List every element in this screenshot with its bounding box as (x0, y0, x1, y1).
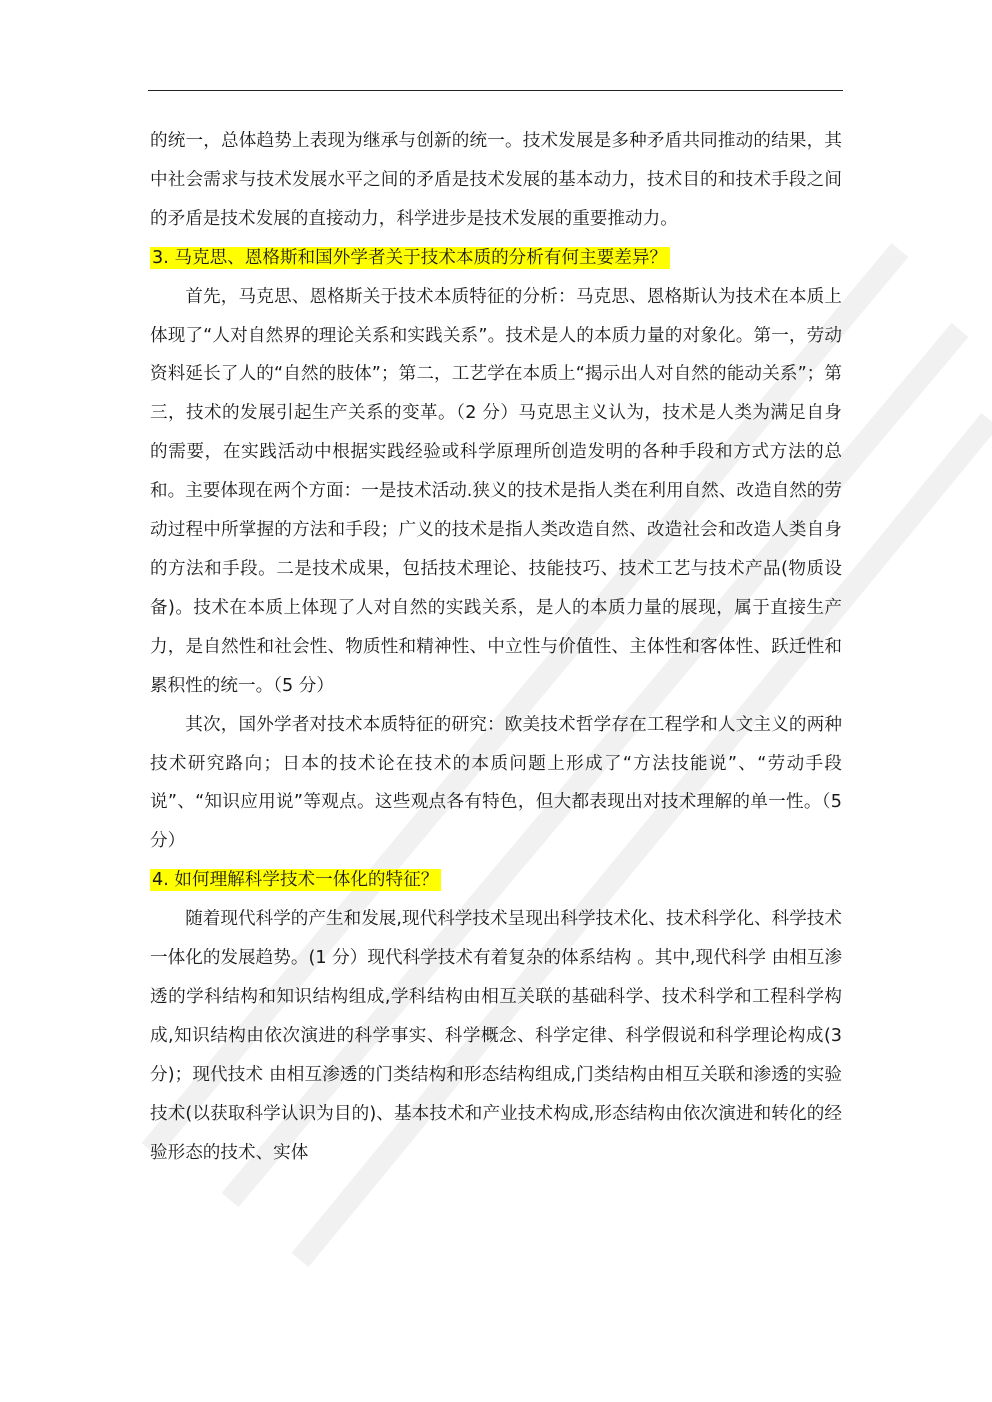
paragraph-3a: 首先，马克思、恩格斯关于技术本质特征的分析：马克思、恩格斯认为技术在本质上体现了“人对自然界的理论关系和实践关系”。技术是人的本质力量的对象化。第一，劳动资料延长了人的“自然的肢体”；第二，工艺学在本质上“揭示出人对自然的能动关系”；第三，技术的发展引起生产关系的变革。（2 分）马克思主义认为，技术是人类为满足自身的需要，在实践活动中根据实践经验或科学原理所创造发明的各种手段和方式方法的总和。主要体现在两个方面：一是技术活动.狭义的技术是指人类在利用自然、改造自然的劳动过程中所掌握的方法和手段；广义的技术是指人类改造自然、改造社会和改造人类自身的方法和手段。二是技术成果，包括技术理论、技能技巧、技术工艺与技术产品(物质设备)。技术在本质上体现了人对自然的实践关系，是人的本质力量的展现，属于直接生产力，是自然性和社会性、物质性和精神性、中立性与价值性、主体性和客体性、跃迁性和累积性的统一。（5 分） (150, 286, 842, 696)
header-rule (148, 90, 843, 91)
question-3-heading (150, 239, 842, 278)
paragraph-intro: 的统一，总体趋势上表现为继承与创新的统一。技术发展是多种矛盾共同推动的结果，其中社会需求与技术发展水平之间的矛盾是技术发展的基本动力，技术目的和技术手段之间的矛盾是技术发展的直接动力，科学进步是技术发展的重要推动力。 (150, 131, 842, 229)
question-3-highlight: 3. 马克思、恩格斯和国外学者关于技术本质的分析有何主要差异？ (150, 247, 670, 269)
document-body (150, 122, 842, 1172)
paragraph-3b: 其次，国外学者对技术本质特征的研究：欧美技术哲学存在工程学和人文主义的两种技术研究路向；日本的技术论在技术的本质问题上形成了“方法技能说”、“劳动手段说”、“知识应用说”等观点。这些观点各有特色，但大都表现出对技术理解的单一性。（5 分） (150, 714, 842, 852)
question-4-heading (150, 861, 842, 900)
question-4-highlight: 4. 如何理解科学技术一体化的特征？ (150, 869, 441, 891)
paragraph-4a: 随着现代科学的产生和发展,现代科学技术呈现出科学技术化、技术科学化、科学技术一体化的发展趋势。(1 分）现代科学技术有着复杂的体系结构 。其中,现代科学 由相互渗透的学科结构和知识结构组成,学科结构由相互关联的基础科学、技术科学和工程科学构成,知识结构由依次演进的科学事实、科学概念、科学定律、科学假说和科学理论构成(3 分)；现代技术 由相互渗透的门类结构和形态结构组成,门类结构由相互关联和渗透的实验技术(以获取科学认识为目的)、基本技术和产业技术构成,形态结构由依次演进和转化的经验形态的技术、实体 (150, 909, 842, 1163)
